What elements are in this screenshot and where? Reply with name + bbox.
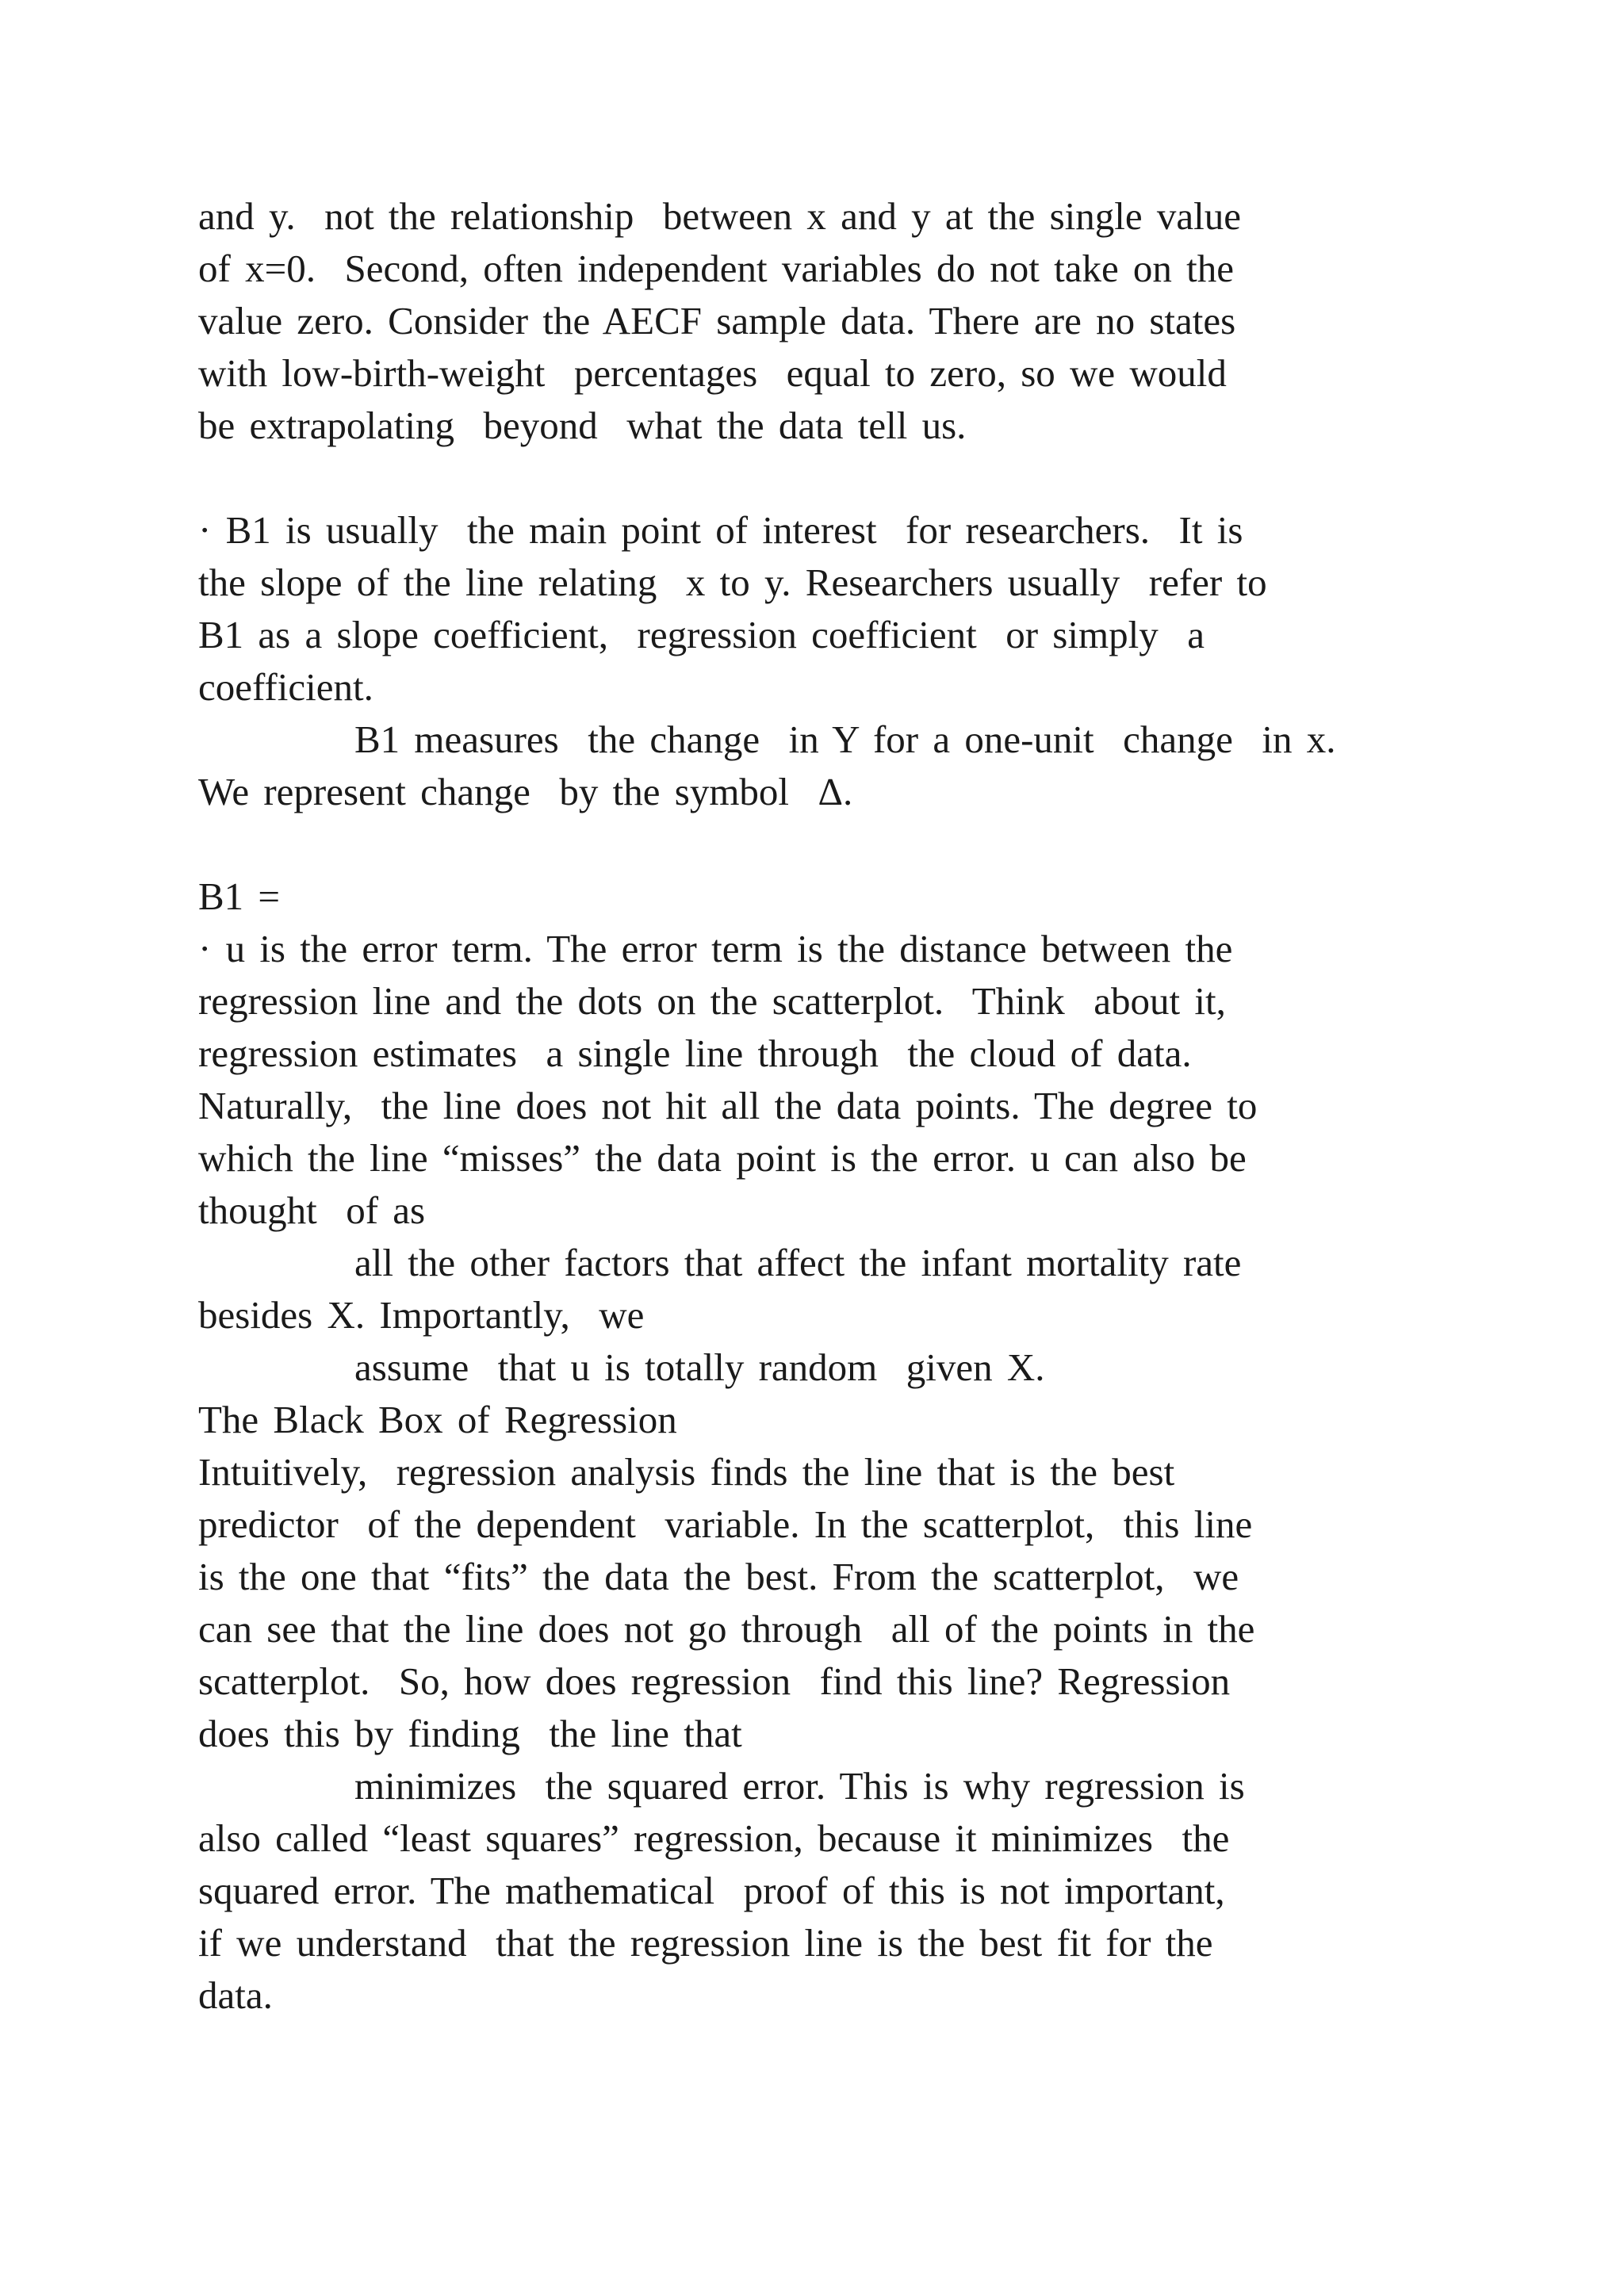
- text-line: of x=0. Second, often independent variables do not take on the: [198, 247, 1235, 290]
- text-line: Intuitively, regression analysis finds the line that is the best: [198, 1450, 1175, 1494]
- text-line: B1 as a slope coefficient, regression coefficient or simply a: [198, 613, 1205, 656]
- text-line: if we understand that the regression line is the best fit for the: [198, 1921, 1213, 1965]
- text-line: predictor of the dependent variable. In the scatterplot, this line: [198, 1502, 1253, 1546]
- indented-line: minimizes the squared error. This is why regression is: [354, 1764, 1245, 1808]
- indented-line: assume that u is totally random given X.: [354, 1345, 1045, 1389]
- text-line: value zero. Consider the AECF sample data. There are no states: [198, 299, 1236, 342]
- text-line: coefficient.: [198, 665, 373, 709]
- text-line: scatterplot. So, how does regression find this line? Regression: [198, 1659, 1231, 1703]
- text-line: with low-birth-weight percentages equal to zero, so we would: [198, 351, 1227, 395]
- text-line: squared error. The mathematical proof of this is not important,: [198, 1869, 1225, 1912]
- text-line: besides X. Importantly, we: [198, 1293, 645, 1337]
- text-line: and y. not the relationship between x and y at the single value: [198, 194, 1242, 238]
- text-line: is the one that “fits” the data the best. From the scatterplot, we: [198, 1555, 1239, 1598]
- text-line: thought of as: [198, 1188, 426, 1232]
- text-line: regression line and the dots on the scatterplot. Think about it,: [198, 979, 1226, 1023]
- text-line: We represent change by the symbol Δ.: [198, 770, 853, 813]
- section-heading: The Black Box of Regression: [198, 1398, 677, 1441]
- indented-line: B1 measures the change in Y for a one-unit change in x.: [354, 718, 1336, 761]
- text-line: can see that the line does not go through all of the points in the: [198, 1607, 1255, 1651]
- text-line: the slope of the line relating x to y. Researchers usually refer to: [198, 561, 1267, 604]
- text-line: be extrapolating beyond what the data tell us.: [198, 404, 967, 447]
- text-line: regression estimates a single line through the cloud of data.: [198, 1031, 1192, 1075]
- text-line: Naturally, the line does not hit all the data points. The degree to: [198, 1084, 1258, 1127]
- indented-line: all the other factors that affect the infant mortality rate: [354, 1241, 1242, 1284]
- text-line: also called “least squares” regression, because it minimizes the: [198, 1816, 1230, 1860]
- formula-line: B1 =: [198, 874, 281, 918]
- bullet-line: · B1 is usually the main point of interest for researchers. It is: [198, 508, 1243, 552]
- text-line: which the line “misses” the data point is the error. u can also be: [198, 1136, 1247, 1180]
- bullet-line: · u is the error term. The error term is the distance between the: [198, 927, 1233, 970]
- text-line: does this by finding the line that: [198, 1712, 742, 1755]
- text-line: data.: [198, 1973, 273, 2017]
